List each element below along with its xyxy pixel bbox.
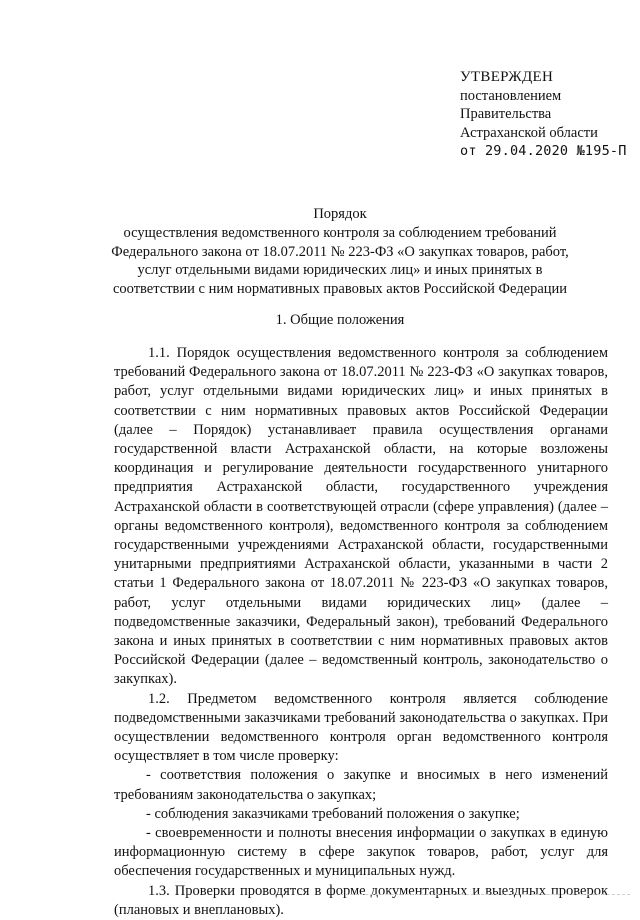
list-item: - своевременности и полноты внесения информации о закупках в единую информационную систему в сфере закупок товаров, работ, услуг для обеспечения государственных и муниципальных нужд. (114, 825, 608, 880)
approval-line-3: Астраханской области (460, 124, 598, 141)
approval-block (460, 68, 635, 161)
section-heading: 1. Общие положения (275, 312, 405, 328)
footer-divider (340, 894, 630, 895)
section-body (114, 344, 608, 920)
document-title (100, 205, 580, 299)
list-item: - соблюдения заказчиками требований положения о закупке; (146, 805, 520, 822)
paragraph-1-3: 1.3. Проверки проводятся в форме документарных и выездных проверок (плановых и внеплановых). (114, 882, 608, 918)
document-title-text: осуществления ведомственного контроля за соблюдением требований Федерального закона от 18.07.2011 № 223-ФЗ «О закупках товаров, работ, услуг отдельными видами юридических лиц» и иных принятых в соответствии с ним нормативных правовых актов Российской Федерации (111, 224, 569, 298)
approval-title: УТВЕРЖДЕН (460, 69, 554, 85)
list-item: - соответствия положения о закупке и вносимых в него изменений требованиям законодательства о закупках; (114, 767, 608, 803)
paragraph-1-1: 1.1. Порядок осуществления ведомственного контроля за соблюдением требований Федерального закона от 18.07.2011 № 223-ФЗ «О закупках товаров, работ, услуг отдельными видами юридических лиц» и иных принятых в соответствии с ним нормативных правовых актов Российской Федерации (далее – Порядок) устанавливает правила осуществления органами государственной власти Астраханской области, на которые возложены координация и регулирование деятельности государственного унитарного предприятия Астраханской области, государственного учреждения Астраханской области в соответствующей отрасли (сфере управления) (далее – органы ведомственного контроля), ведомственного контроля за соблюдением государственными учреждениями Астраханской области, государственными унитарными предприятиями Астраханской области, указанными в части 2 статьи 1 Федерального закона от 18.07.2011 № 223-ФЗ «О закупках товаров, работ, услуг отдельными видами юридических лиц» (далее – подведомственные заказчики, Федеральный закон), требований Федерального закона и иных принятых в соответствии с ним нормативных правовых актов Российской Федерации (далее – ведомственный контроль, законодательство о закупках). (114, 345, 608, 688)
approval-line-1: постановлением (460, 87, 562, 104)
document-title-heading: Порядок (313, 206, 367, 222)
paragraph-1-2: 1.2. Предметом ведомственного контроля является соблюдение подведомственными заказчиками требований законодательства о закупках. При осуществлении ведомственного контроля орган ведомственного контроля осуществляет в том числе проверку: (114, 690, 608, 765)
approval-line-2: Правительства (460, 106, 552, 122)
approval-date: от 29.04.2020 №195-П (460, 143, 627, 159)
